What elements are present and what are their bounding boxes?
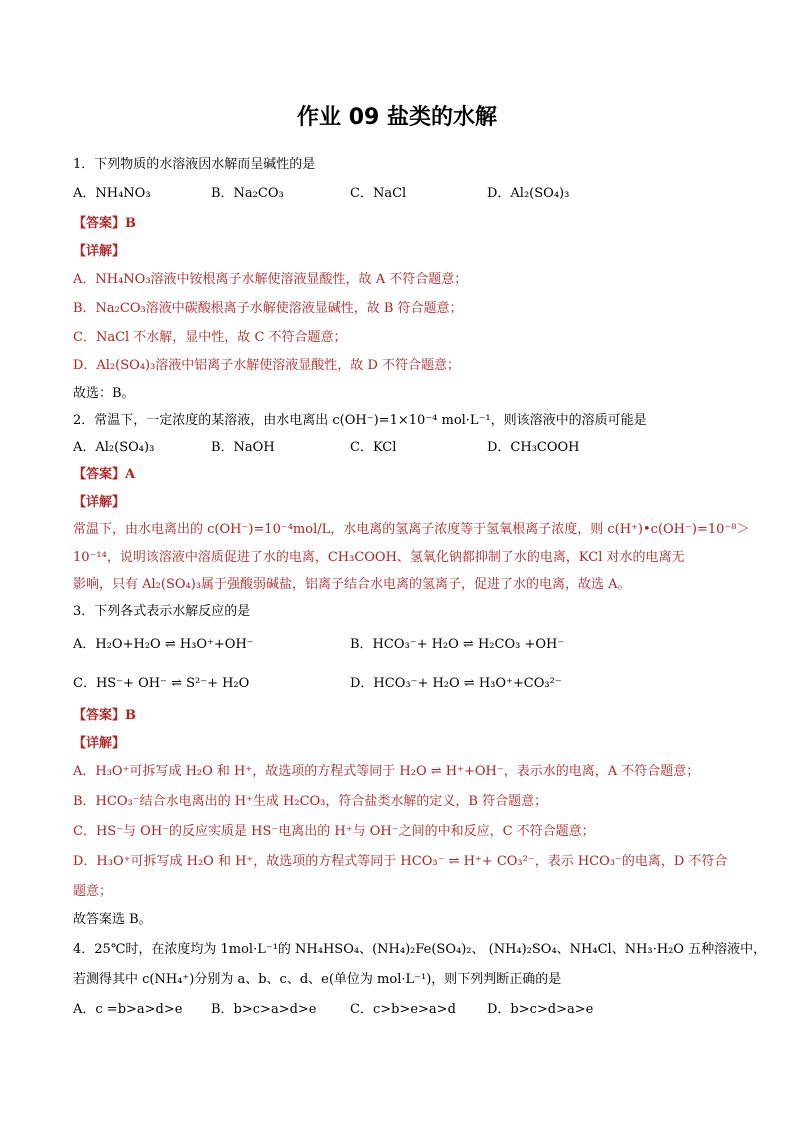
q4-option-b: B．b>c>a>d>e [211, 1002, 317, 1017]
q1-explain-b: B．Na₂CO₃溶液中碳酸根离子水解使溶液显碱性，故 B 符合题意； [73, 301, 463, 316]
q2-option-a: A．Al₂(SO₄)₃ [73, 440, 155, 455]
q4-option-d: D．b>c>d>a>e [487, 1002, 594, 1017]
q4-option-a: A．c =b>a>d>e [73, 1002, 183, 1017]
q1-option-c: C．NaCl [350, 186, 407, 201]
q3-conclusion: 故答案选 B。 [73, 912, 152, 927]
q1-option-b: B．Na₂CO₃ [211, 186, 284, 201]
q1-explain-d: D．Al₂(SO₄)₃溶液中铝离子水解使溶液显酸性，故 D 不符合题意； [73, 358, 460, 373]
q2-option-d: D．CH₃COOH [487, 440, 580, 455]
q3-option-d: D．HCO₃⁻+ H₂O ⇌ H₃O⁺+CO₃²⁻ [350, 676, 562, 691]
question-2-stem: 2．常温下，一定浓度的某溶液，由水电离出 c(OH⁻)=1×10⁻⁴ mol·L⁻¹，则该溶液中的溶质可能是 [73, 413, 647, 428]
q1-option-a: A．NH₄NO₃ [73, 186, 151, 201]
q3-explain-c: C．HS⁻与 OH⁻的反应实质是 HS⁻电离出的 H⁺与 OH⁻之间的中和反应，C 不符合题意； [73, 824, 595, 839]
q2-answer: 【答案】A [73, 467, 136, 482]
question-3-stem: 3．下列各式表示水解反应的是 [73, 604, 251, 619]
q1-option-d: D．Al₂(SO₄)₃ [487, 186, 570, 201]
q3-explain-d: D．H₃O⁺可拆写成 H₂O 和 H⁺，故选项的方程式等同于 HCO₃⁻ ⇌ H⁺+ CO₃²⁻，表示 HCO₃⁻的电离，D 不符合 [73, 854, 728, 869]
q2-option-c: C．KCl [350, 440, 397, 455]
q2-explain-line-3: 影响，只有 Al₂(SO₄)₃属于强酸弱碱盐，铝离子结合水电离的氢离子，促进了水的电离，故选 A。 [73, 577, 631, 592]
q1-explain-c: C．NaCl 不水解，显中性，故 C 不符合题意； [73, 330, 347, 345]
page-title: 作业 09 盐类的水解 [297, 105, 497, 130]
question-4-stem-line-2: 若测得其中 c(NH₄⁺)分别为 a、b、c、d、e(单位为 mol·L⁻¹)，则下列判断正确的是 [73, 972, 562, 987]
q3-answer: 【答案】B [73, 708, 136, 723]
q1-conclusion: 故选：B。 [73, 386, 135, 401]
q3-detail-heading: 【详解】 [73, 736, 126, 751]
q3-option-b: B．HCO₃⁻+ H₂O ⇌ H₂CO₃ +OH⁻ [350, 637, 565, 652]
q2-explain-line-2: 10⁻¹⁴，说明该溶液中溶质促进了水的电离，CH₃COOH、氢氧化钠都抑制了水的电离，KCl 对水的电离无 [73, 550, 685, 565]
q3-explain-a: A．H₃O⁺可拆写成 H₂O 和 H⁺，故选项的方程式等同于 H₂O ⇌ H⁺+OH⁻，表示水的电离，A 不符合题意； [73, 764, 700, 779]
q1-explain-a: A．NH₄NO₃溶液中铵根离子水解使溶液显酸性，故 A 不符合题意； [73, 272, 468, 287]
q3-explain-b: B．HCO₃⁻结合水电离出的 H⁺生成 H₂CO₃，符合盐类水解的定义，B 符合题意； [73, 794, 548, 809]
q2-explain-line-1: 常温下，由水电离出的 c(OH⁻)=10⁻⁴mol/L，水电离的氢离子浓度等于氢氧根离子浓度，则 c(H⁺)•c(OH⁻)=10⁻⁸＞ [73, 522, 750, 537]
q4-option-c: C．c>b>e>a>d [350, 1002, 456, 1017]
q3-option-c: C．HS⁻+ OH⁻ ⇌ S²⁻+ H₂O [73, 676, 250, 691]
question-4-stem-line-1: 4．25℃时，在浓度均为 1mol·L⁻¹的 NH₄HSO₄、(NH₄)₂Fe(SO₄)₂、 (NH₄)₂SO₄、NH₄Cl、NH₃·H₂O 五种溶液中， [73, 942, 767, 957]
q2-option-b: B．NaOH [211, 440, 275, 455]
q3-option-a: A．H₂O+H₂O ⇌ H₃O⁺+OH⁻ [73, 637, 254, 652]
question-1-stem: 1．下列物质的水溶液因水解而呈碱性的是 [73, 157, 316, 172]
q1-detail-heading: 【详解】 [73, 244, 126, 259]
q3-explain-d-cont: 题意； [73, 884, 113, 899]
q1-answer: 【答案】B [73, 216, 136, 231]
q2-detail-heading: 【详解】 [73, 495, 126, 510]
